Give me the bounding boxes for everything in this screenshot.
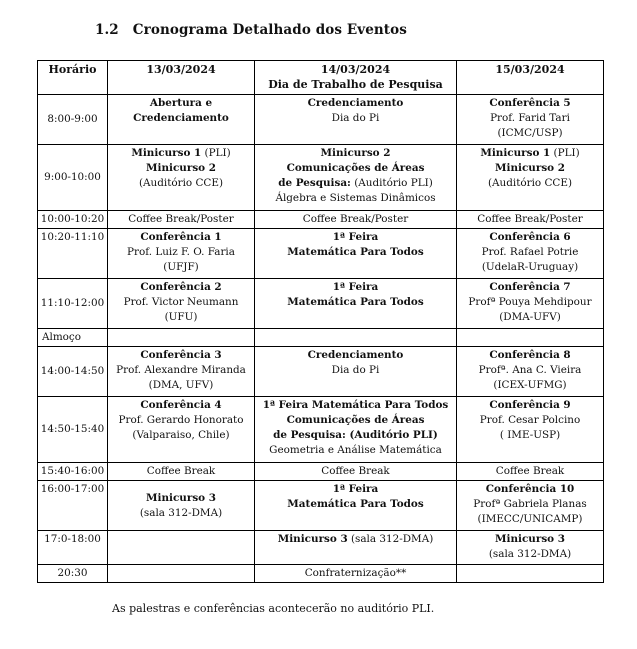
event-cell: Minicurso 1 (PLI) Minicurso 2 (Auditório CCE) [457, 145, 604, 211]
table-row [38, 531, 604, 565]
event-cell: Conferência 10 Profª Gabriela Planas (IMECC/UNICAMP) [457, 481, 604, 531]
event-cell: Minicurso 1 (PLI) Minicurso 2 (Auditório CCE) [108, 145, 255, 211]
table-row [38, 211, 604, 229]
event-cell: Minicurso 2 Comunicações de Áreas de Pesquisa: (Auditório PLI) Álgebra e Sistemas Dinâmicos [255, 145, 457, 211]
time-cell: 11:10-12:00 [38, 279, 108, 329]
event-cell: Coffee Break/Poster [108, 211, 255, 229]
event-cell: Coffee Break [457, 463, 604, 481]
header-day-1: 13/03/2024 [108, 61, 255, 95]
section-heading [95, 22, 407, 38]
event-cell [108, 565, 255, 583]
event-cell: Conferência 5 Prof. Farid Tari (ICMC/USP) [457, 95, 604, 145]
time-cell: 14:50-15:40 [38, 397, 108, 463]
event-cell: Credenciamento Dia do Pi [255, 95, 457, 145]
event-cell: Coffee Break/Poster [457, 211, 604, 229]
event-cell: Minicurso 3 (sala 312-DMA) [108, 481, 255, 531]
table-row [38, 229, 604, 279]
table-row [38, 463, 604, 481]
event-cell: Coffee Break [108, 463, 255, 481]
section-title: Cronograma Detalhado dos Eventos [132, 22, 407, 38]
event-cell: Conferência 9 Prof. Cesar Polcino ( IME-USP) [457, 397, 604, 463]
time-cell: 14:00-14:50 [38, 347, 108, 397]
time-cell: 8:00-9:00 [38, 95, 108, 145]
table-header-row [38, 61, 604, 95]
event-cell: 1ª Feira Matemática Para Todos [255, 229, 457, 279]
schedule-table [37, 60, 604, 583]
header-day-3: 15/03/2024 [457, 61, 604, 95]
header-time: Horário [38, 61, 108, 95]
table-row [38, 347, 604, 397]
event-cell: Coffee Break/Poster [255, 211, 457, 229]
table-row [38, 145, 604, 211]
event-cell: Conferência 7 Profª Pouya Mehdipour (DMA-UFV) [457, 279, 604, 329]
time-cell: 20:30 [38, 565, 108, 583]
table-row [38, 565, 604, 583]
time-cell: 16:00-17:00 [38, 481, 108, 531]
event-cell: Conferência 3 Prof. Alexandre Miranda (DMA, UFV) [108, 347, 255, 397]
event-cell: Coffee Break [255, 463, 457, 481]
table-row [38, 397, 604, 463]
time-cell: 15:40-16:00 [38, 463, 108, 481]
event-cell: Conferência 1 Prof. Luiz F. O. Faria (UFJF) [108, 229, 255, 279]
event-cell: Abertura e Credenciamento [108, 95, 255, 145]
table-row [38, 95, 604, 145]
table-row [38, 481, 604, 531]
event-cell: Minicurso 3 (sala 312-DMA) [255, 531, 457, 565]
time-cell: 9:00-10:00 [38, 145, 108, 211]
event-cell: 1ª Feira Matemática Para Todos Comunicações de Áreas de Pesquisa: (Auditório PLI) Geometria e Análise Matemática [255, 397, 457, 463]
event-cell: Minicurso 3 (sala 312-DMA) [457, 531, 604, 565]
event-cell: Conferência 2 Prof. Victor Neumann (UFU) [108, 279, 255, 329]
table-row [38, 329, 604, 347]
event-cell [255, 329, 457, 347]
time-cell: 17:0-18:00 [38, 531, 108, 565]
event-cell: Conferência 8 Profª. Ana C. Vieira (ICEX-UFMG) [457, 347, 604, 397]
time-cell: Almoço [38, 329, 108, 347]
event-cell: Credenciamento Dia do Pi [255, 347, 457, 397]
section-number: 1.2 [95, 22, 119, 38]
event-cell: Conferência 6 Prof. Rafael Potrie (UdelaR-Uruguay) [457, 229, 604, 279]
event-cell [108, 329, 255, 347]
event-cell: Confraternização** [255, 565, 457, 583]
footnote: As palestras e conferências acontecerão no auditório PLI. [112, 602, 435, 615]
table-row [38, 279, 604, 329]
event-cell: 1ª Feira Matemática Para Todos [255, 279, 457, 329]
event-cell: 1ª Feira Matemática Para Todos [255, 481, 457, 531]
event-cell [457, 565, 604, 583]
header-day-2: 14/03/2024 Dia de Trabalho de Pesquisa [255, 61, 457, 95]
time-cell: 10:00-10:20 [38, 211, 108, 229]
event-cell: Conferência 4 Prof. Gerardo Honorato (Valparaiso, Chile) [108, 397, 255, 463]
time-cell: 10:20-11:10 [38, 229, 108, 279]
event-cell [108, 531, 255, 565]
event-cell [457, 329, 604, 347]
